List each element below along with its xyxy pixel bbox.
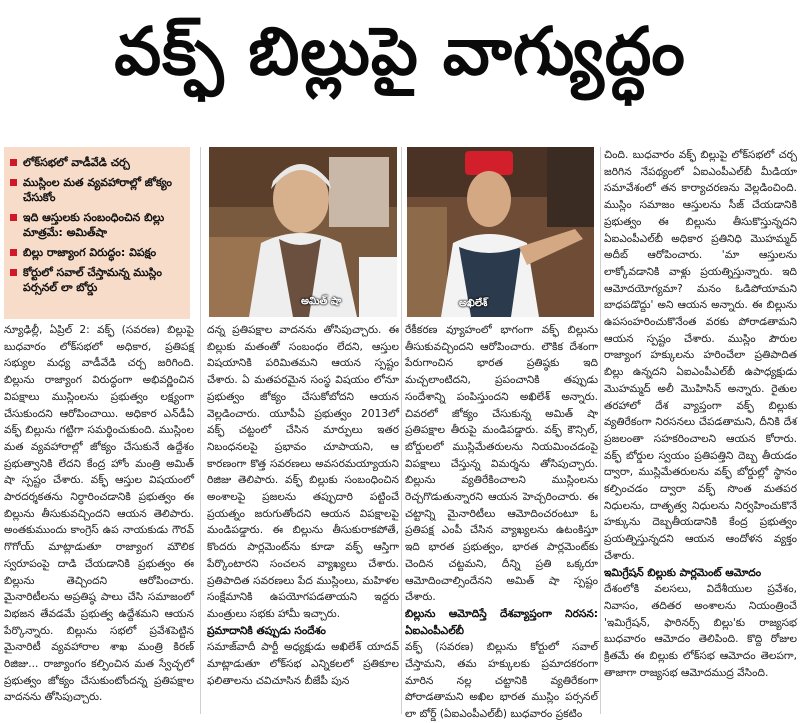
- highlights-box: [4, 147, 190, 319]
- article-column-4: [604, 147, 797, 714]
- speaker-photo-illustration: [209, 147, 397, 317]
- bullet-square-icon: [10, 249, 17, 256]
- photo-amit-shah: [209, 147, 397, 317]
- highlight-item: ముస్లింల మత వ్యవహారాల్లో జోక్యం చేసుకోం: [10, 175, 184, 205]
- article-paragraph: దేశంలోకి వలసలు, విదేశీయుల ప్రవేశం, నివాసం, తదితర అంశాలను నియంత్రించే 'ఇమిగ్రేషన్, ఫారినర్స్ బిల్లు'కు రాజ్యసభ బుధవారం ఆమోదం తెలిపింది. కొద్ది రోజుల క్రితమే ఈ బిల్లుకు లోక్‌సభ ఆమోదం తెలపగా, తాజాగా రాజ్యసభ ఆమోదముద్ర వేసింది.: [604, 583, 797, 679]
- article-paragraph: దన్న ప్రతిపక్షాల వాదనను తోసిపుచ్చారు. ఈ బిల్లుకు మతంతో సంబంధం లేదని, ఆస్తుల విషయానికి పరిమితమని ఆయన స్పష్టం చేశారు. ఏ మతపరమైన సంస్థ విషయం లోనూ ప్రభుత్వం జోక్యం చేసుకోబోదని ఆయన వెల్లడించారు. యూపీఏ ప్రభుత్వం 2013లో వక్ఫ్ చట్టంలో చేసిన మార్పులు ఇతర నిబంధనలపై ప్రభావం చూపాయని, ఆ కారణంగా కొత్త సవరణలు అవసరమయ్యాయని రిజిజు తెలిపారు. వక్ఫ్ బిల్లుకు సంబంధించిన అంశాలపై ప్రజలను తప్పుదారి పట్టించే ప్రయత్నం జరుగుతోందని ఆయన విపక్షాలపై మండిపడ్డారు. ఈ బిల్లును తీసుకురాకపోతే, కొందరు పార్లమెంట్‌ను కూడా వక్ఫ్ ఆస్తిగా పేర్కొంటారని సంచలన వ్యాఖ్యలు చేశారు. ప్రతిపాదిత సవరణలు పేద ముస్లింలు, మహిళల సంక్షేమానికి ఉపయోగపడతాయని ఇద్దరు మంత్రులు సభకు హామీ ఇచ్చారు.: [207, 324, 399, 620]
- article-column-1: [4, 322, 194, 714]
- photo-caption: అమిత్ షా: [301, 296, 342, 307]
- headline: వక్ఫ్ బిల్లుపై వాగ్యుద్ధం: [114, 12, 686, 90]
- highlight-item: ఇది ఆస్తులకు సంబంధించిన బిల్లు మాత్రమే: అమిత్‌షా: [10, 210, 184, 240]
- bullet-square-icon: [10, 159, 17, 166]
- speaker-photo-illustration: [407, 147, 594, 317]
- article-paragraph: రేకీకరణ వ్యూహంలో భాగంగా వక్ఫ్ బిల్లును తీసుకువచ్చిందని ఆరోపించారు. లౌకిక దేశంగా పేరుగాంచిన భారత ప్రతిష్ఠకు ఇది మచ్చలాంటిదని, ప్రపంచానికి తప్పుడు సందేశాన్ని పంపిస్తుందని అఖిలేశ్ అన్నారు. చివరలో జోక్యం చేసుకున్న అమిత్ షా ప్రతిపక్షాల తీరుపై మండిపడ్డారు. వక్ఫ్ కౌన్సిల్, బోర్డులలో ముస్లిమేతరులను నియమించడంపై విపక్షాలు చేస్తున్న విమర్శను తోసిపుచ్చారు. బిల్లును వ్యతిరేకించాలని ముస్లింలను రెచ్చగొడుతున్నారని ఆయన హెచ్చరించారు. ఈ చట్టాన్ని మైనారిటీలు ఆమోదించరంటూ ఓ ప్రతిపక్ష ఎంపీ చేసిన వ్యాఖ్యలను ఉటంకిస్తూ ఇది భారత ప్రభుత్వం, భారత పార్లమెంట్‌కు చెందిన చట్టమని, దీన్ని ప్రతి ఒక్కరూ ఆమోదించాల్సిందేనని అమిత్ షా స్పష్టం చేశారు.: [405, 324, 598, 604]
- article-paragraph: వక్ఫ్ (సవరణ) బిల్లును కోర్టులో సవాల్ చేస్తామని, తమ హక్కులకు ప్రమాదకరంగా మారిన నల్ల చట్టానికి వ్యతిరేకంగా పోరాడతామని అఖిల భారత ముస్లిం పర్సనల్ లా బోర్డ్ (ఏఐఎంపీఎల్‌బీ) బుధవారం ప్రకటిం: [405, 641, 598, 721]
- article-paragraph: చింది. బుధవారం వక్ఫ్ బిల్లుపై లోక్‌సభలో చర్చ జరిగిన నేపథ్యంలో ఏఐఎంపీఎల్‌బీ మీడియా సమావేశంలో తన కార్యాచరణను వెల్లడించింది. ముస్లిం సమాజం ఆస్తులను సీజ్ చేయడానికి ప్రభుత్వం ఈ బిల్లును తీసుకొస్తున్నదని ఏఐఎంపీఎల్‌బీ అధికార ప్రతినిధి మొహమ్మద్ అదీబ్ ఆరోపించారు. 'మా ఆస్తులను లాక్కోవడానికి వాళ్లు ప్రయత్నిస్తున్నారు. ఇది ఆమోదయోగ్యమా? మనం ఓడిపోయామని బాధపడొద్దు' అని ఆయన అన్నారు. ఈ బిల్లును ఉపసంహరించుకొనేంత వరకు పోరాడతామని ఆయన స్పష్టం చేశారు. ముస్లిం పౌరుల రాజ్యాంగ హక్కులను హరించేలా ప్రతిపాదిత బిల్లు ఉన్నదని ఏఐఎంపీఎల్‌బీ ఉపాధ్యక్షుడు మొహమ్మద్ అలీ మొహిసిన్ అన్నారు. రైతుల తరహాలో దేశ వ్యాప్తంగా వక్ఫ్ బిల్లుకు వ్యతిరేకంగా నిరసనలు చేపడతామని, దీనికి దేశ ప్రజలంతా సహకరించాలని ఆయన కోరారు. వక్ఫ్ బోర్డుల స్వయం ప్రతిపత్తిని దెబ్బ తీయడం ద్వారా, ముస్లిమేతరులను వక్ఫ్ బోర్డుల్లో స్థానం కల్పించడం ద్వారా వక్ఫ్ సొంత మతపర నిధులను, దాతృత్వ నిధులను నిర్వహించుకొనే హక్కును దెబ్బతీయడానికి కేంద్ర ప్రభుత్వం ప్రయత్నిస్తున్నదని ఆయన ఆందోళన వ్యక్తం చేశారు.: [604, 149, 797, 562]
- bullet-square-icon: [10, 214, 17, 221]
- column-divider: [401, 147, 402, 714]
- article-paragraph: సమాజ్‌వాదీ పార్టీ అధ్యక్షుడు అఖిలేశ్ యాదవ్ మాట్లాడుతూ లోక్‌సభ ఎన్నికలలో ప్రతికూల ఫలితాలను చవిచూసిన బీజేపీ పున: [207, 641, 399, 687]
- subheading: ఇమిగ్రేషన్ బిల్లుకు పార్లమెంట్ ఆమోదం: [604, 566, 762, 579]
- article-column-3: [405, 322, 598, 721]
- subheading: బిల్లును ఆమోదిస్తే దేశవ్యాప్తంగా నిరసన: ఏఐఎంపీఎల్‌బీ: [405, 607, 598, 637]
- column-divider: [600, 147, 601, 714]
- bullet-square-icon: [10, 269, 17, 276]
- article-paragraph: న్యూఢిల్లీ, ఏప్రిల్ 2: వక్ఫ్ (సవరణ) బిల్లుపై బుధవారం లోక్‌సభలో అధికార, ప్రతిపక్ష సభ్యుల మధ్య వాడీవేడి చర్చ జరిగింది. బిల్లును రాజ్యాంగ విరుద్ధంగా అభివర్ణించిన విపక్షాలు ముస్లింలను ప్రభుత్వం లక్ష్యంగా చేసుకుందని ఆరోపించాయి. అధికార ఎన్‌డీఏ వక్ఫ్ బిల్లును గట్టిగా సమర్థించుకుంది. ముస్లింల మత వ్యవహారాల్లో జోక్యం చేసుకునే ఉద్దేశం ప్రభుత్వానికి లేదని కేంద్ర హోం మంత్రి అమిత్ షా స్పష్టం చేశారు. వక్ఫ్ ఆస్తుల విషయంలో పారదర్శకతను నిర్ధారించడానికి ప్రభుత్వం ఈ బిల్లును తీసుకువచ్చిందని ఆయన తెలిపారు. అంతకుముందు కాంగ్రెస్ ఉప నాయకుడు గౌరవ్ గొగోయ్ మాట్లాడుతూ రాజ్యాంగ మౌలిక స్వరూపంపై దాడి చేయడానికి ప్రభుత్వం ఈ బిల్లును తెచ్చిందని ఆరోపించారు. మైనారిటీలను అప్రతిష్ఠ పాలు చేసి సమాజంలో విభజన తేవడమే ప్రభుత్వ ఉద్దేశమని ఆయన పేర్కొన్నారు. బిల్లును సభలో ప్రవేశపెట్టిన మైనారిటీ వ్యవహారాల శాఖ మంత్రి కిరణ్ రిజిజు... రాజ్యాంగం కల్పించిన మత స్వేచ్ఛలో ప్రభుత్వం జోక్యం చేసుకుంటోందన్న ప్రతిపక్షాల వాదనను తోసిపుచ్చారు.: [4, 324, 194, 704]
- photo-caption: అఖిలేశ్: [459, 298, 488, 309]
- highlight-item: కోర్టులో సవాల్ చేస్తామన్న ముస్లిం పర్సనల్ లా బోర్డు: [10, 265, 184, 295]
- article-column-2: [207, 322, 399, 714]
- column-divider: [200, 147, 201, 714]
- highlight-item: లోక్‌సభలో వాడీవేడి చర్చ: [10, 155, 184, 170]
- photo-akhilesh: [407, 147, 594, 317]
- bullet-square-icon: [10, 179, 17, 186]
- highlight-item: బిల్లు రాజ్యాంగ విరుద్ధం: విపక్షం: [10, 245, 184, 260]
- subheading: ప్రమాదానికి తప్పుడు సందేశం: [207, 624, 326, 637]
